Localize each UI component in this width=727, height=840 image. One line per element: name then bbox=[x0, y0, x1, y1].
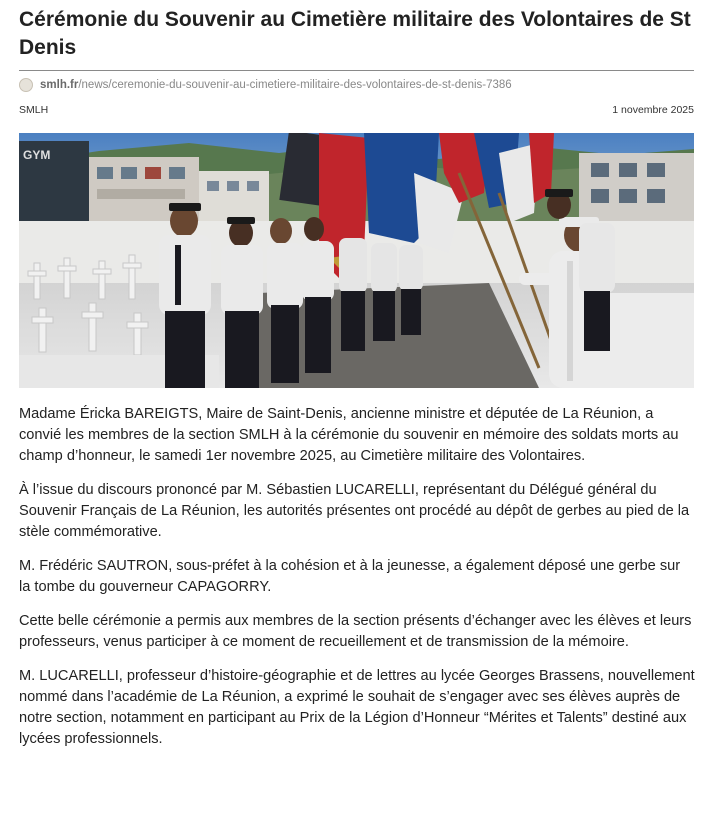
site-favicon-icon bbox=[19, 78, 33, 92]
paragraph: M. LUCARELLI, professeur d’histoire-géographie et de lettres au lycée Georges Brassens, nouvellement nommé dans l’académie de La Réunion, a exprimé le souhait de s’engager avec ses élèves auprès de notre section, notamment en participant au Prix de la Légion d’Honneur “Mérites et Talents” destiné aux lycées professionnels. bbox=[19, 668, 695, 747]
paragraph: M. Frédéric SAUTRON, sous-préfet à la cohésion et à la jeunesse, a également déposé une gerbe sur la tombe du gouverneur CAPAGORRY. bbox=[19, 558, 681, 595]
article-body bbox=[19, 404, 695, 763]
source-path[interactable]: /news/ceremonie-du-souvenir-au-cimetiere-militaire-des-volontaires-de-st-denis-7386 bbox=[78, 79, 512, 91]
paragraph: Cette belle cérémonie a permis aux membres de la section présents d’échanger avec les élèves et leurs professeurs, venus participer à ce moment de recueillement et de transmission de la mémoire. bbox=[19, 613, 692, 650]
source-domain[interactable]: smlh.fr bbox=[40, 79, 79, 91]
article-date: 1 novembre 2025 bbox=[612, 104, 694, 116]
article-photo bbox=[19, 133, 694, 388]
paragraph: Madame Éricka BAREIGTS, Maire de Saint-Denis, ancienne ministre et députée de La Réunion, a convié les membres de la section SMLH à la cérémonie du souvenir en mémoire des soldats morts au champ d’honneur, le samedi 1er novembre 2025, au Cimetière militaire des Volontaires. bbox=[19, 406, 679, 464]
paragraph: À l’issue du discours prononcé par M. Sébastien LUCARELLI, représentant du Délégué général du Souvenir Français de La Réunion, les autorités présentes ont procédé au dépôt de gerbes au pied de la stèle commémorative. bbox=[19, 482, 690, 540]
gym-sign-text: GYM bbox=[23, 148, 51, 162]
article-title: Cérémonie du Souvenir au Cimetière militaire des Volontaires de St Denis bbox=[19, 8, 691, 59]
source-link[interactable] bbox=[19, 77, 512, 93]
title-divider bbox=[19, 70, 694, 71]
article-author: SMLH bbox=[19, 104, 49, 116]
